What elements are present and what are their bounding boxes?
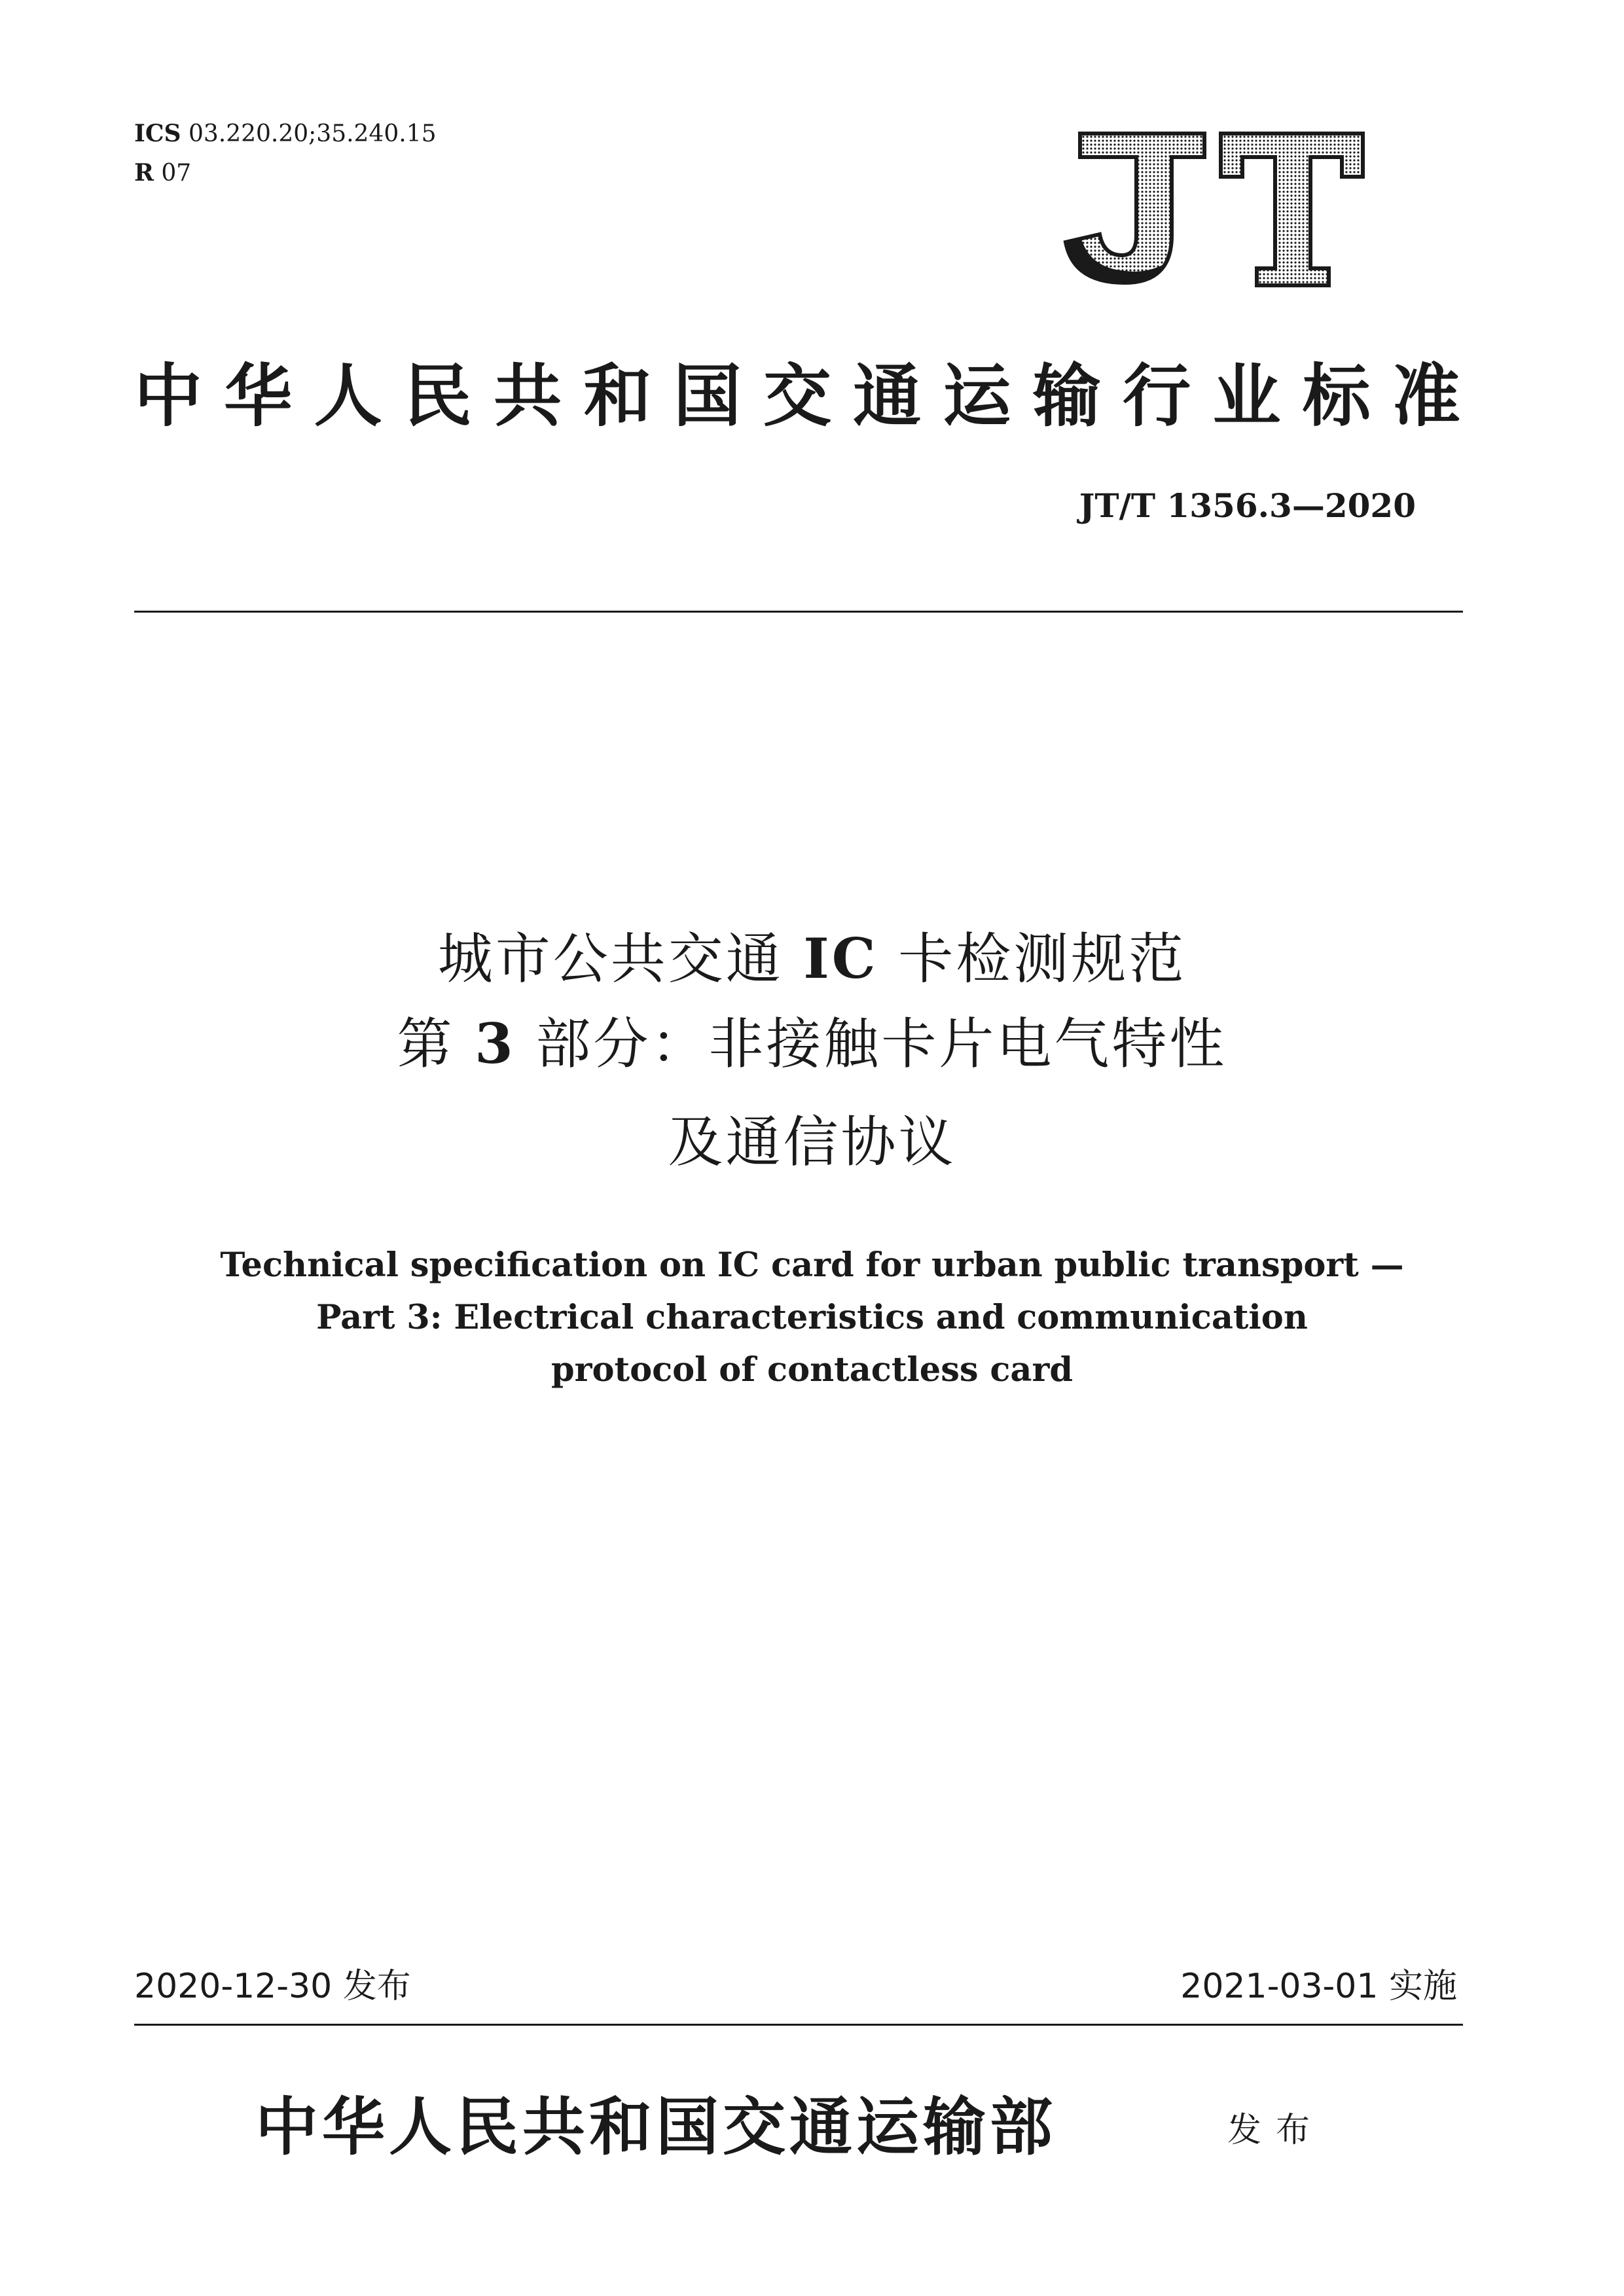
ics-label: ICS xyxy=(134,120,181,147)
ics-code-line xyxy=(134,117,437,151)
ccs-label: R xyxy=(134,159,154,187)
implementation-date: 2021-03-01 实施 xyxy=(1180,1967,1457,2006)
logo-letter-j xyxy=(1066,134,1204,283)
issued-label: 发布 xyxy=(1227,2111,1325,2150)
issue-date: 2020-12-30 发布 xyxy=(134,1967,411,2006)
jt-logo xyxy=(1054,122,1368,288)
header-divider xyxy=(134,611,1463,613)
logo-letter-t xyxy=(1221,134,1363,285)
ics-codes: 03.220.20;35.240.15 xyxy=(188,120,437,147)
title-en-line-2: Part 3: Electrical characteristics and communication xyxy=(316,1298,1308,1337)
title-cn-line-2: 第 3 部分：非接触卡片电气特性 xyxy=(397,1011,1227,1076)
ccs-code: 07 xyxy=(161,160,192,187)
title-cn-line-3: 及通信协议 xyxy=(668,1110,956,1174)
logo-text: JT xyxy=(1054,122,1064,134)
title-en-line-1: Technical specification on IC card for urban public transport — xyxy=(220,1246,1404,1285)
ccs-code-line xyxy=(134,156,191,190)
title-en-line-3: protocol of contactless card xyxy=(550,1350,1074,1390)
standard-number: JT/T 1356.3—2020 xyxy=(1079,486,1416,525)
footer-divider xyxy=(134,2024,1463,2026)
standard-organization-title: 中华人民共和国交通运输行业标准 xyxy=(134,355,1463,436)
title-cn-line-1: 城市公共交通 IC 卡检测规范 xyxy=(437,926,1187,991)
issuing-authority: 中华人民共和国交通运输部 xyxy=(255,2090,1056,2164)
